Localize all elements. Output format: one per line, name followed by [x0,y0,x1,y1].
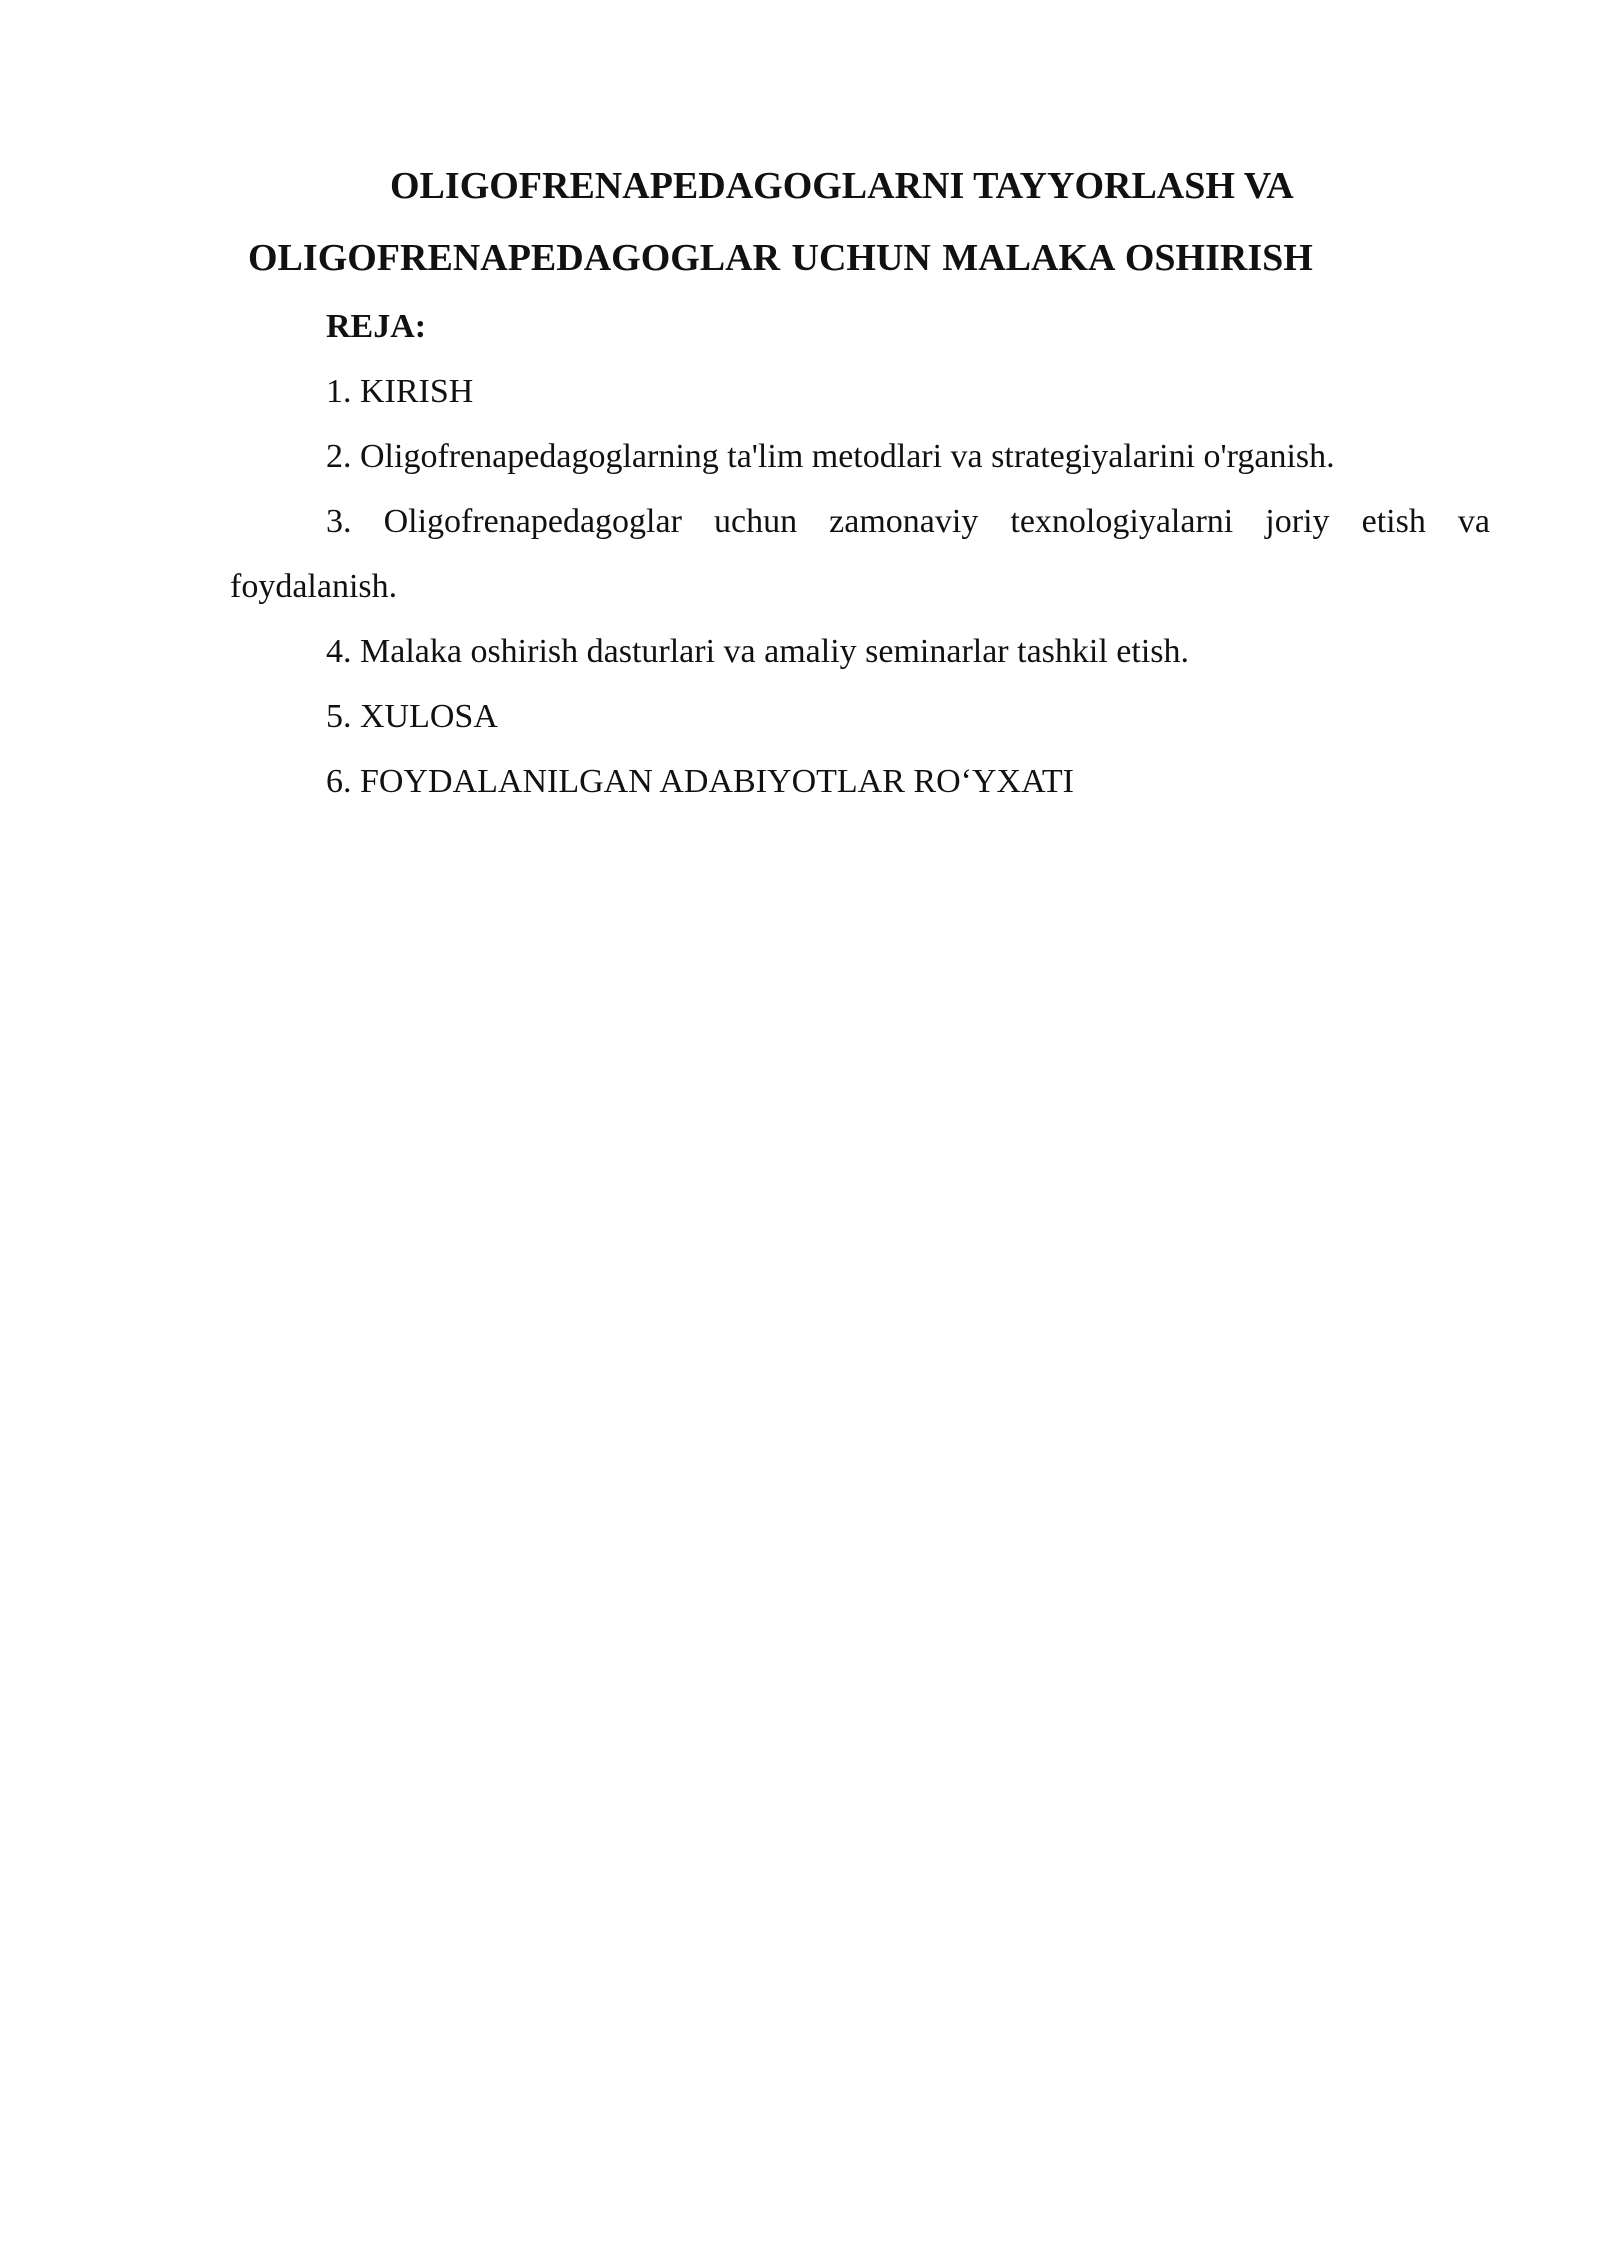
plan-item-2: 2. Oligofrenapedagoglarning ta'lim metodlari va strategiyalarini o'rganish. [326,438,1335,475]
document-content [230,150,1490,814]
plan-item-3-line-2: foydalanish. [230,568,398,605]
plan-item-1: 1. KIRISH [326,373,474,410]
plan-item-5: 5. XULOSA [326,698,498,735]
plan-heading: REJA: [326,308,427,345]
document-title-line-2: OLIGOFRENAPEDAGOGLAR UCHUN MALAKA OSHIRISH [248,237,1313,279]
plan-item-3 [230,489,1490,619]
plan-item-4: 4. Malaka oshirish dasturlari va amaliy seminarlar tashkil etish. [326,633,1189,670]
plan-item-3-line-1: 3. Oligofrenapedagoglar uchun zamonaviy texnologiyalarni joriy etish va [326,503,1490,540]
plan-item-6: 6. FOYDALANILGAN ADABIYOTLAR RO‘YXATI [326,763,1074,800]
document-title-line-1: OLIGOFRENAPEDAGOGLARNI TAYYORLASH VA [390,165,1294,207]
